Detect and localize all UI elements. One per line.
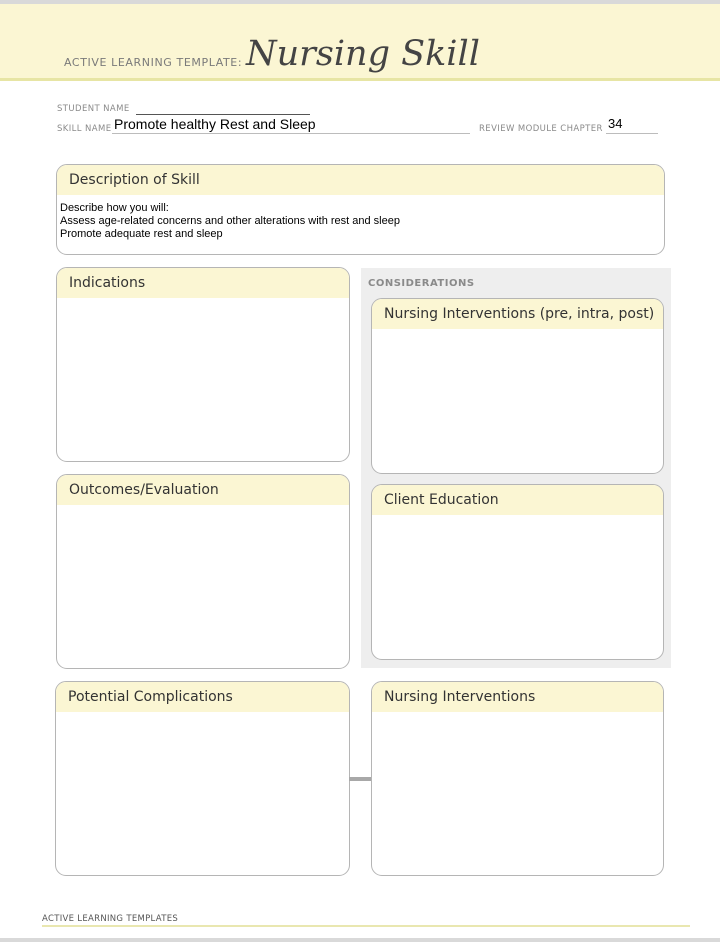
page-title: Nursing Skill [246, 34, 480, 74]
review-chapter-value[interactable]: 34 [608, 116, 623, 131]
description-line: Describe how you will: [60, 202, 169, 214]
description-heading: Description of Skill [57, 165, 664, 195]
footer-rule [42, 925, 690, 927]
description-line: Promote adequate rest and sleep [60, 228, 223, 240]
complications-box[interactable] [55, 681, 350, 876]
worksheet-page [0, 4, 720, 938]
nursing-interventions-heading: Nursing Interventions [372, 682, 663, 712]
review-chapter-label: REVIEW MODULE CHAPTER [479, 124, 603, 134]
outcomes-heading: Outcomes/Evaluation [57, 475, 349, 505]
description-text [60, 202, 400, 241]
skill-name-value[interactable]: Promote healthy Rest and Sleep [114, 116, 316, 132]
nursing-interventions-pre-intra-post-heading: Nursing Interventions (pre, intra, post) [372, 299, 663, 329]
description-box[interactable] [56, 164, 665, 255]
student-name-label: STUDENT NAME [57, 104, 130, 114]
skill-name-underline [112, 133, 470, 134]
connector-bar [349, 777, 371, 781]
skill-name-label: SKILL NAME [57, 124, 112, 134]
footer-label: ACTIVE LEARNING TEMPLATES [42, 914, 179, 924]
header-band [0, 4, 720, 81]
nursing-interventions-pre-intra-post-box[interactable] [371, 298, 664, 474]
client-education-heading: Client Education [372, 485, 663, 515]
complications-heading: Potential Complications [56, 682, 349, 712]
nursing-interventions-box[interactable] [371, 681, 664, 876]
review-chapter-underline [606, 133, 658, 134]
client-education-box[interactable] [371, 484, 664, 660]
student-name-field[interactable] [136, 114, 310, 115]
indications-box[interactable] [56, 267, 350, 462]
template-label: ACTIVE LEARNING TEMPLATE: [64, 56, 243, 69]
considerations-label: CONSIDERATIONS [368, 278, 475, 289]
indications-heading: Indications [57, 268, 349, 298]
description-line: Assess age-related concerns and other alterations with rest and sleep [60, 215, 400, 227]
outcomes-box[interactable] [56, 474, 350, 669]
